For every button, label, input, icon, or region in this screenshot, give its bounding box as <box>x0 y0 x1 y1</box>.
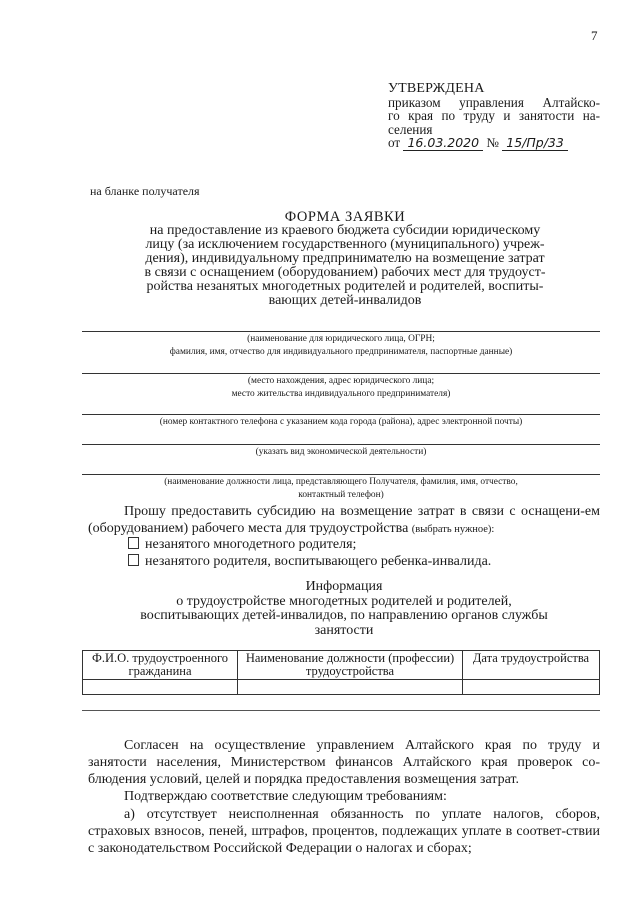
header-text: Дата трудоустройства <box>472 651 590 665</box>
option-row[interactable] <box>128 536 356 553</box>
field-caption <box>82 476 600 501</box>
applicant-name-field[interactable] <box>82 331 600 332</box>
form-heading <box>85 210 605 308</box>
field-caption <box>82 446 600 459</box>
blank-note: на бланке получателя <box>90 184 200 198</box>
caption-line: контактный телефон) <box>298 489 384 500</box>
approval-block <box>388 82 600 151</box>
approval-date: 16.03.2020 <box>403 136 483 151</box>
address-field[interactable] <box>82 373 600 374</box>
caption-line: (указать вид экономической деятельности) <box>255 447 427 457</box>
page-number: 7 <box>591 28 598 43</box>
contact-field[interactable] <box>82 414 600 415</box>
approval-date-line <box>388 136 600 151</box>
header-text: Ф.И.О. трудоустроенного гражданина <box>91 651 229 678</box>
table-row <box>83 680 600 695</box>
caption-line: место жительства индивидуального предпринимателя) <box>231 388 451 399</box>
form-subtitle-line: вающих детей-инвалидов <box>268 293 422 308</box>
column-header <box>463 651 600 680</box>
table-cell[interactable] <box>463 680 600 695</box>
form-subtitle-line: дения), индивидуальному предпринимателю на возмещение затрат <box>145 251 545 266</box>
employment-table <box>82 650 600 695</box>
form-subtitle-line: ройства незанятых многодетных родителей и родителей, воспиты- <box>146 279 544 294</box>
field-caption <box>82 416 600 429</box>
checkbox[interactable] <box>128 554 139 566</box>
approval-number: 15/Пр/33 <box>502 136 568 151</box>
table-cell[interactable] <box>83 680 238 695</box>
info-line: воспитывающих детей-инвалидов, по направлению органов службы <box>140 608 548 623</box>
field-caption <box>82 375 600 400</box>
option-row[interactable] <box>128 553 491 570</box>
request-text: Прошу предоставить субсидию на возмещение затрат в связи с оснащени-ем (оборудованием) рабочего места для трудоустройства <box>88 504 600 536</box>
option-label: незанятого родителя, воспитывающего ребенка-инвалида. <box>145 554 492 569</box>
form-subtitle-line: лицу (за исключением государственного (муниципального) учреж- <box>145 237 545 252</box>
activity-field[interactable] <box>82 444 600 445</box>
caption-line: фамилия, имя, отчество для индивидуального предпринимателя, паспортные данные) <box>169 346 513 357</box>
header-text: Наименование должности (профессии) трудоустройства <box>245 651 455 678</box>
approval-line: го края по труду и занятости на- <box>388 108 600 123</box>
date-prefix: от <box>388 135 401 150</box>
column-header <box>238 651 463 680</box>
info-title: Информация <box>305 579 383 594</box>
option-label: незанятого многодетного родителя; <box>145 537 357 552</box>
form-subtitle-line: в связи с оснащением (оборудованием) рабочих мест для трудоуст- <box>144 265 546 280</box>
confirm-paragraph: Подтверждаю соответствие следующим требованиям: <box>124 789 447 804</box>
form-subtitle-line: на предоставление из краевого бюджета субсидии юридическому <box>149 223 541 238</box>
approval-line: селения <box>388 121 433 137</box>
approval-title: УТВЕРЖДЕНА <box>388 81 485 96</box>
table-cell[interactable] <box>238 680 463 695</box>
caption-line: (наименование должности лица, представляющего Получателя, фамилия, имя, отчество, <box>164 477 518 487</box>
approval-line: приказом управления Алтайско- <box>388 94 600 110</box>
number-prefix: № <box>486 135 499 150</box>
caption-line: (наименование для юридического лица, ОГРН; <box>247 334 435 344</box>
requirement-a: а) отсутствует неисполненная обязанность по уплате налогов, сборов, страховых взносов, пеней, штрафов, процентов, подлежащих уплате в соответ-ствии с законодательством Российской Федерации о налогах и сборах; <box>88 807 600 856</box>
divider <box>82 710 600 711</box>
request-paragraph <box>88 503 600 538</box>
info-line: о трудоустройстве многодетных родителей и родителей, <box>176 593 512 609</box>
representative-field[interactable] <box>82 474 600 475</box>
caption-line: (номер контактного телефона с указанием кода города (района), адрес электронной почты) <box>159 417 523 427</box>
field-caption <box>82 333 600 358</box>
caption-line: (место нахождения, адрес юридического лица; <box>247 376 435 386</box>
info-heading <box>88 580 600 638</box>
column-header <box>83 651 238 680</box>
consent-paragraph: Согласен на осуществление управлением Алтайского края по труду и занятости населения, Министерством финансов Алтайского края проверок со-блюдения условий, целей и порядка предоставления возмещения затрат. <box>88 738 600 787</box>
checkbox[interactable] <box>128 537 139 549</box>
form-title: ФОРМА ЗАЯВКИ <box>284 209 406 225</box>
table-header-row <box>83 651 600 680</box>
request-note: (выбрать нужное): <box>411 524 495 535</box>
info-line: занятости <box>314 622 374 638</box>
